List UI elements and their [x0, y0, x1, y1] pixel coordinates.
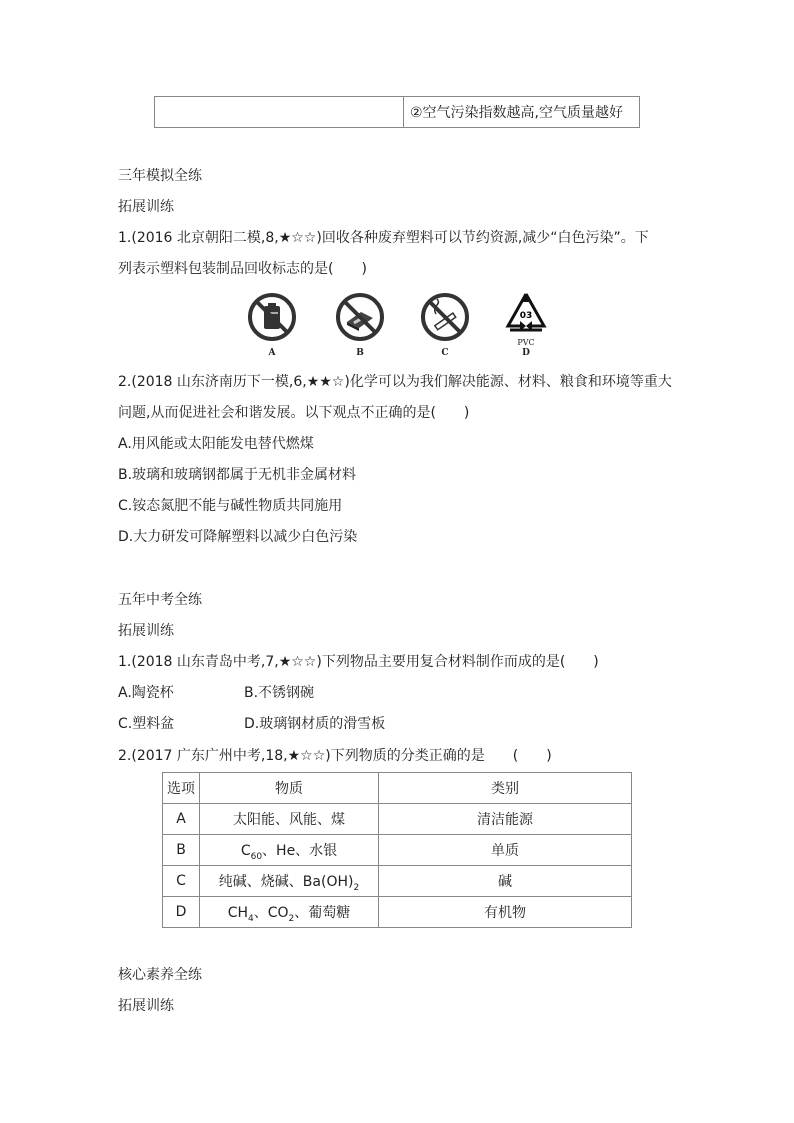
section-subheading: 拓展训练 [118, 623, 174, 639]
no-device-icon [335, 292, 385, 342]
recycle-code: 03 [519, 311, 533, 321]
option-label: B [356, 348, 364, 358]
top-table-left-cell [155, 97, 404, 128]
section-heading: 核心素养全练 [118, 967, 202, 983]
top-table-right-cell: ②空气污染指数越高,空气质量越好 [404, 97, 640, 128]
table-cell-substance: 太阳能、风能、煤 [200, 804, 379, 835]
table-cell-category: 碱 [379, 866, 632, 897]
section-heading: 五年中考全练 [118, 592, 202, 608]
section-heading: 三年模拟全练 [118, 168, 202, 184]
answer-option: D.大力研发可降解塑料以减少白色污染 [118, 529, 358, 545]
no-battery-icon [247, 292, 297, 342]
table-row [163, 897, 632, 928]
table-cell-option: C [163, 866, 200, 897]
table-row [163, 835, 632, 866]
table-cell-option: A [163, 804, 200, 835]
table-header-cell: 类别 [379, 773, 632, 804]
recycle-icon-group [240, 290, 560, 360]
table-cell-option: B [163, 835, 200, 866]
question-text: 1.(2016 北京朝阳二模,8,★☆☆)回收各种废弃塑料可以节约资源,减少“白色污染”。下 [118, 230, 649, 246]
answer-option: D.玻璃钢材质的滑雪板 [244, 716, 386, 732]
question-text: 2.(2017 广东广州中考,18,★☆☆)下列物质的分类正确的是 ( ) [118, 748, 552, 764]
table-cell-option: D [163, 897, 200, 928]
table-cell-substance: $CH_4$、$CO_2$、葡萄糖 [200, 897, 379, 928]
answer-option: B.玻璃和玻璃钢都属于无机非金属材料 [118, 467, 357, 483]
table-cell-category: 有机物 [379, 897, 632, 928]
recycle-pvc-icon [498, 290, 554, 340]
question-text: 问题,从而促进社会和谐发展。以下观点不正确的是( ) [118, 405, 470, 421]
classification-table [162, 772, 632, 928]
table-row [163, 866, 632, 897]
option-label: A [268, 348, 276, 358]
question-text: 2.(2018 山东济南历下一模,6,★★☆)化学可以为我们解决能源、材料、粮食和环境等重大 [118, 374, 672, 390]
table-header-row [163, 773, 632, 804]
table-header-cell: 选项 [163, 773, 200, 804]
answer-option: B.不锈钢碗 [244, 685, 315, 701]
answer-option: C.塑料盆 [118, 716, 175, 732]
table-row [163, 804, 632, 835]
table-cell-substance: $C_{60}$、He、水银 [200, 835, 379, 866]
table-cell-category: 单质 [379, 835, 632, 866]
table-cell-substance: 纯碱、烧碱、$Ba(OH)_2$ [200, 866, 379, 897]
answer-option: A.用风能或太阳能发电替代燃煤 [118, 436, 314, 452]
question-text: 列表示塑料包装制品回收标志的是( ) [118, 261, 367, 277]
section-subheading: 拓展训练 [118, 199, 174, 215]
no-smoking-icon [420, 292, 470, 342]
question-text: 1.(2018 山东青岛中考,7,★☆☆)下列物品主要用复合材料制作而成的是( ) [118, 654, 599, 670]
top-table [154, 96, 640, 128]
option-label: D [522, 348, 530, 358]
answer-option: A.陶瓷杯 [118, 685, 174, 701]
answer-option: C.铵态氮肥不能与碱性物质共同施用 [118, 498, 343, 514]
table-cell-category: 清洁能源 [379, 804, 632, 835]
option-label: C [441, 348, 449, 358]
section-subheading: 拓展训练 [118, 998, 174, 1014]
table-header-cell: 物质 [200, 773, 379, 804]
pvc-label: PVC [517, 338, 535, 347]
